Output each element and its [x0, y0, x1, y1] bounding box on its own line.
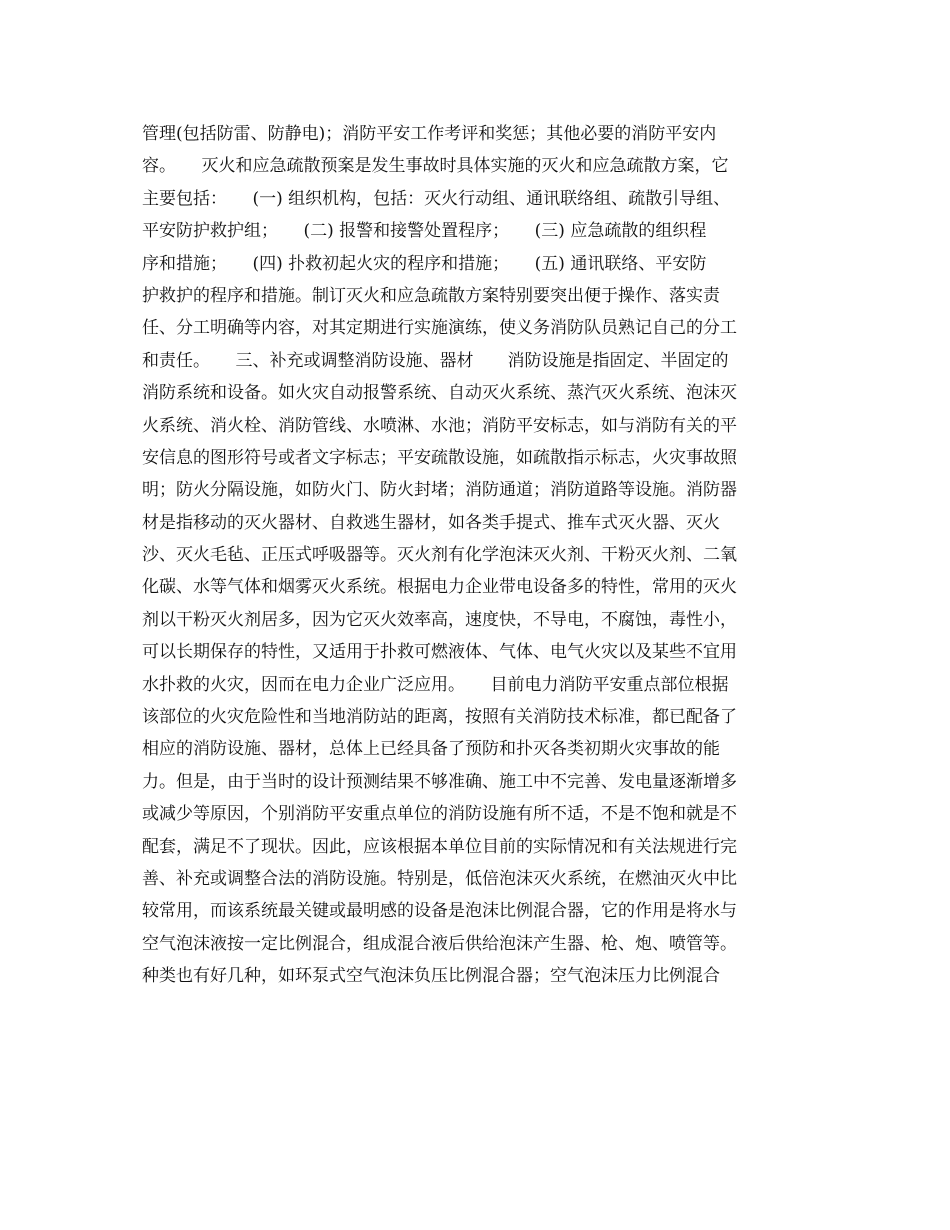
text-line: 护救护的程序和措施。制订灭火和应急疏散方案特别要突出便于操作、落实责 [142, 285, 720, 306]
text-line: 空气泡沫液按一定比例混合，组成混合液后供给泡沫产生器、枪、炮、喷管等。 [142, 933, 737, 954]
text-line: 管理(包括防雷、防静电)；消防平安工作考评和奖惩；其他必要的消防平安内 [142, 124, 717, 144]
text-line: 安信息的图形符号或者文字标志；平安疏散设施，如疏散指示标志，火灾事故照 [142, 447, 737, 468]
text-line: 水扑救的火灾，因而在电力企业广泛应用。 目前电力消防平安重点部位根据 [142, 674, 729, 695]
text-line: 较常用，而该系统最关键或最明感的设备是泡沫比例混合器，它的作用是将水与 [142, 901, 737, 922]
text-line: 材是指移动的灭火器材、自救逃生器材，如各类手提式、推车式灭火器、灭火 [142, 512, 720, 533]
text-line: 力。但是，由于当时的设计预测结果不够准确、施工中不完善、发电量逐渐增多 [142, 771, 737, 792]
text-line: 主要包括： (一) 组织机构，包括：灭火行动组、通讯联络组、疏散引导组、 [142, 188, 731, 209]
text-line: 平安防护救护组； (二) 报警和接警处置程序； (三) 应急疏散的组织程 [142, 221, 707, 242]
text-line: 序和措施； (四) 扑救初起火灾的程序和措施； (五) 通讯联络、平安防 [142, 253, 707, 274]
text-line: 该部位的火灾危险性和当地消防站的距离，按照有关消防技术标准，都已配备了 [142, 707, 737, 728]
text-line: 和责任。 三、补充或调整消防设施、器材 消防设施是指固定、半固定的 [142, 350, 729, 371]
text-line: 沙、灭火毛毡、正压式呼吸器等。灭火剂有化学泡沫灭火剂、干粉灭火剂、二氧 [142, 545, 737, 566]
text-line: 任、分工明确等内容，对其定期进行实施演练，使义务消防队员熟记自己的分工 [142, 318, 737, 339]
text-line: 化碳、水等气体和烟雾灭火系统。根据电力企业带电设备多的特性，常用的灭火 [142, 577, 737, 598]
text-line: 种类也有好几种，如环泵式空气泡沫负压比例混合器；空气泡沫压力比例混合 [142, 966, 720, 987]
text-line: 或减少等原因，个别消防平安重点单位的消防设施有所不适，不是不饱和就是不 [142, 804, 737, 825]
text-line: 消防系统和设备。如火灾自动报警系统、自动灭火系统、蒸汽灭火系统、泡沫灭 [142, 383, 737, 404]
text-line: 容。 灭火和应急疏散预案是发生事故时具体实施的灭火和应急疏散方案，它 [142, 156, 729, 177]
text-line: 火系统、消火栓、消防管线、水喷淋、水池；消防平安标志，如与消防有关的平 [142, 415, 737, 436]
text-line: 善、补充或调整合法的消防设施。特别是，低倍泡沫灭火系统，在燃油灭火中比 [142, 868, 737, 889]
text-line: 可以长期保存的特性，又适用于扑救可燃液体、气体、电气火灾以及某些不宜用 [142, 642, 737, 663]
text-line: 相应的消防设施、器材，总体上已经具备了预防和扑灭各类初期火灾事故的能 [142, 739, 720, 760]
text-line: 配套，满足不了现状。因此，应该根据本单位目前的实际情况和有关法规进行完 [142, 836, 737, 857]
text-line: 明；防火分隔设施，如防火门、防火封堵；消防通道；消防道路等设施。消防器 [142, 480, 737, 501]
body-text [142, 118, 812, 993]
text-line: 剂以干粉灭火剂居多，因为它灭火效率高，速度快，不导电，不腐蚀，毒性小， [142, 609, 737, 630]
